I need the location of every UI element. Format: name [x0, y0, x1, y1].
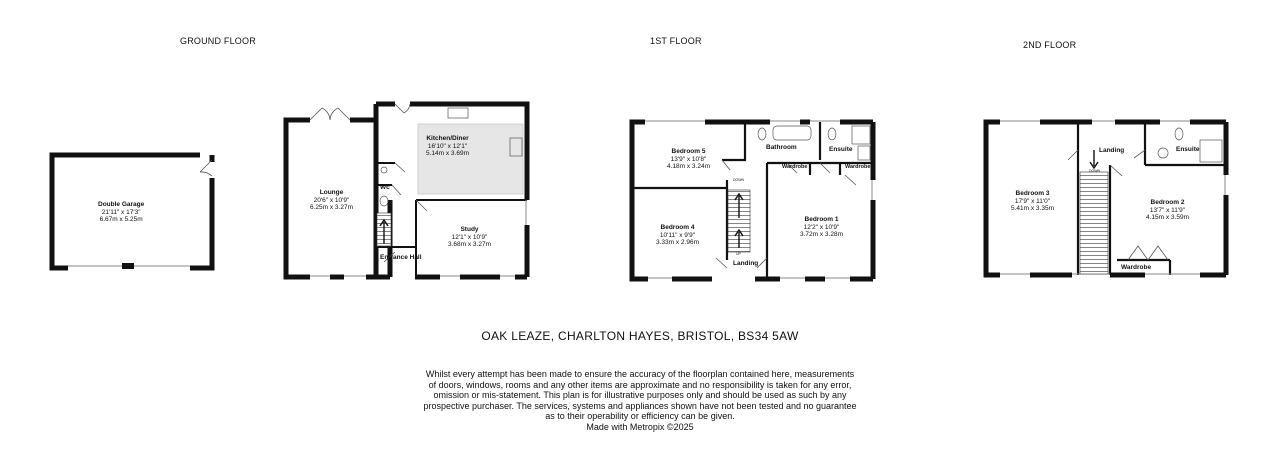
- room-label-bathroom: [766, 144, 797, 152]
- room-label-study: [448, 226, 491, 249]
- floor-title-second: 2ND FLOOR: [1023, 40, 1077, 50]
- room-name: Landing: [733, 260, 759, 267]
- garage-door-bar: [122, 263, 134, 269]
- garage-side-door-swing: [200, 160, 212, 176]
- sink-icon: [448, 108, 468, 118]
- second-stairs: [1080, 172, 1108, 274]
- floor-title-first: 1ST FLOOR: [650, 36, 702, 46]
- ensuite2-basin-icon: [1158, 148, 1168, 158]
- room-name: Ensuite: [829, 146, 853, 153]
- room-name: Study: [460, 226, 479, 233]
- stairs-label-down: DOWN: [733, 178, 745, 182]
- room-label-bedroom-3: [1011, 190, 1054, 213]
- room-label-bedroom-5: [667, 148, 710, 171]
- room-size-imperial: 10'11" x 9'9": [659, 231, 696, 239]
- room-label-entrance-hall: [380, 254, 422, 262]
- room-size-metric: 5.14m x 3.69m: [426, 150, 469, 157]
- disclaimer-line: of doors, windows, rooms and any other items are approximate and no responsibility is taken for any error,: [428, 379, 852, 390]
- disclaimer: [400, 369, 880, 433]
- disclaimer-line: as to their operability or efficiency can be given.: [545, 411, 735, 422]
- bathroom-toilet-icon: [758, 128, 766, 140]
- room-label-bedroom-2: [1146, 199, 1189, 222]
- lounge-french-doors: [310, 108, 350, 120]
- room-size-metric: 3.68m x 3.27m: [448, 241, 491, 248]
- ensuite-toilet-icon: [828, 128, 836, 140]
- stairs-label-down-2: DOWN: [1089, 169, 1101, 173]
- room-name: Kitchen/Diner: [426, 135, 469, 142]
- room-label-landing-2: [1099, 147, 1124, 155]
- first-windows: [645, 121, 872, 278]
- wc-toilet-icon: [380, 196, 388, 206]
- room-name: Lounge: [319, 189, 344, 196]
- kitchen-door: [395, 104, 410, 113]
- wc-basin-icon: [381, 167, 387, 173]
- floor-title-ground: GROUND FLOOR: [180, 36, 256, 46]
- room-name: Bedroom 5: [671, 148, 706, 155]
- room-label-wardrobe-2: [845, 164, 870, 172]
- stairs-down-arrow-icon: [1090, 150, 1098, 168]
- room-size-imperial: 21'11" x 17'3": [101, 208, 141, 216]
- room-size-imperial: 13'9" x 10'8": [670, 155, 707, 163]
- room-label-wc: [380, 184, 390, 192]
- room-size-metric: 4.18m x 3.24m: [667, 163, 710, 170]
- room-label-wardrobe-3: [1121, 264, 1151, 272]
- room-name: Double Garage: [98, 201, 145, 208]
- room-label-bedroom-1: [800, 216, 843, 239]
- property-address: OAK LEAZE, CHARLTON HAYES, BRISTOL, BS34 5AW: [481, 329, 799, 343]
- room-name: Wardrobe: [782, 164, 808, 170]
- room-label-landing-1: [733, 260, 758, 268]
- ensuite-basin-icon: [858, 146, 870, 160]
- room-label-garage: [98, 201, 144, 224]
- room-size-metric: 4.15m x 3.59m: [1146, 214, 1189, 221]
- room-label-kitchen: [426, 135, 469, 158]
- room-size-metric: 6.25m x 3.27m: [310, 204, 353, 211]
- room-label-ensuite-2: [1176, 146, 1199, 154]
- ensuite2-shower-icon: [1200, 140, 1222, 162]
- room-name: Landing: [1099, 147, 1125, 154]
- room-size-metric: 5.41m x 3.35m: [1011, 205, 1054, 212]
- room-name: Bedroom 1: [804, 216, 839, 223]
- room-name: Bathroom: [766, 144, 797, 151]
- room-label-bedroom-4: [656, 224, 699, 247]
- shower-icon: [852, 126, 870, 144]
- room-label-ensuite: [829, 146, 852, 154]
- room-size-metric: 6.67m x 5.25m: [99, 216, 143, 223]
- room-name: Entrance Hall: [380, 254, 422, 261]
- disclaimer-line: prospective purchaser. The services, systems and appliances shown have not been tested and no guarantee: [423, 400, 857, 411]
- room-name: Wardrobe: [845, 164, 871, 170]
- ensuite2-toilet-icon: [1175, 128, 1183, 140]
- room-label-wardrobe-1: [782, 164, 807, 172]
- bath-icon: [773, 126, 811, 140]
- room-size-imperial: 17'9" x 11'0": [1014, 197, 1051, 205]
- room-size-metric: 3.33m x 2.96m: [656, 239, 699, 246]
- disclaimer-credit: Made with Metropix ©2025: [586, 421, 694, 432]
- room-size-imperial: 12'2" x 10'9": [803, 223, 840, 231]
- room-size-imperial: 20'6" x 10'9": [313, 196, 350, 204]
- room-name: Bedroom 3: [1015, 190, 1050, 197]
- room-name: Wardrobe: [1121, 264, 1152, 271]
- room-name: Bedroom 4: [660, 224, 695, 231]
- room-size-imperial: 16'10" x 12'1": [427, 142, 468, 150]
- room-name: Ensuite: [1176, 146, 1200, 153]
- disclaimer-line: omission or mis-statement. This plan is for illustrative purposes only and should be used as such by any: [433, 390, 847, 401]
- room-size-imperial: 12'1" x 10'9": [451, 233, 488, 241]
- room-name: Bedroom 2: [1150, 199, 1185, 206]
- disclaimer-line: Whilst every attempt has been made to ensure the accuracy of the floorplan contained here, measurements: [425, 369, 855, 379]
- study-door: [416, 200, 427, 211]
- room-label-lounge: [310, 189, 353, 212]
- room-name: Wc: [380, 184, 390, 191]
- room-size-metric: 3.72m x 3.28m: [800, 231, 843, 238]
- stairs-label-up: UP: [736, 252, 741, 256]
- room-size-imperial: 13'7" x 11'9": [1149, 206, 1186, 214]
